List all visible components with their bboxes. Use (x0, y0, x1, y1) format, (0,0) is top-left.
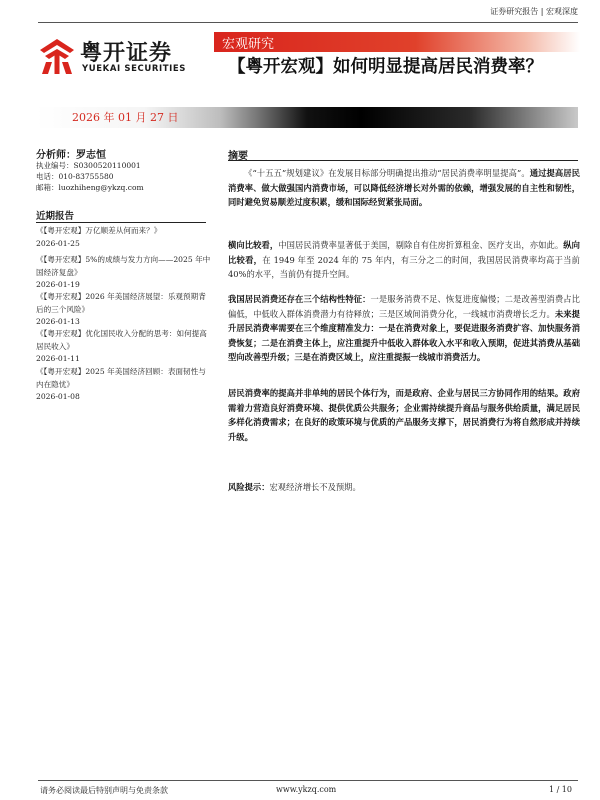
abstract-divider (228, 160, 578, 161)
footer-divider (38, 780, 578, 781)
abstract-p4-bold: 居民消费率的提高并非单纯的居民个体行为，而是政府、企业与居民三方协同作用的结果。政府需着力营造良好消费环境、提供优质公共服务；企业需持续提升商品与服务供给质量，满足居民多样化消费需求；在良好的政策环境与优质的产品服务支撑下，居民消费行为将自然形成并持续升级。 (228, 388, 580, 442)
footer-website[interactable]: www.ykzq.com (276, 785, 337, 794)
abstract-paragraph-2 (228, 238, 580, 282)
abstract-p1-text: 《“十五五”规划建议》在发展目标部分明确提出推动“居民消费率明显提高”。 (244, 168, 530, 178)
risk-text: 宏观经济增长不及预期。 (269, 482, 361, 492)
recent-report-title[interactable]: 《【粤开宏观】5%的成绩与发力方向——2025 年中国经济复盘》 (36, 255, 211, 277)
abstract-p2-bold-2: 纵向比较看， (228, 240, 580, 265)
recent-report-item[interactable] (36, 328, 212, 366)
analyst-email[interactable]: 邮箱：luozhiheng@ykzq.com (36, 183, 144, 192)
abstract-p3-text-1: 一是服务消费不足、恢复进度偏慢；二是改善型消费占比偏低，中低收入群体消费潜力有待释放；三是区域间消费分化，一线城市消费增长乏力。 (228, 294, 580, 319)
recent-reports-heading: 近期报告 (36, 211, 75, 222)
report-title: 【粤开宏观】如何明显提高居民消费率？ (228, 57, 543, 77)
recent-report-title[interactable]: 《【粤开宏观】2026 年美国经济展望：乐观预期背后的三个风险》 (36, 292, 206, 314)
footer-page-number: 1 / 10 (548, 785, 572, 794)
abstract-paragraph-4 (228, 386, 580, 444)
report-type-tag: 证券研究报告 | 宏观深度 (490, 7, 578, 16)
recent-report-date: 2026-01-19 (36, 280, 80, 289)
recent-report-date: 2026-01-11 (36, 354, 80, 363)
abstract-heading: 摘要 (228, 151, 248, 162)
recent-report-date: 2026-01-08 (36, 392, 80, 401)
recent-report-item[interactable] (36, 225, 212, 250)
header-divider (38, 22, 578, 23)
abstract-paragraph-3 (228, 292, 580, 365)
abstract-p2-bold-1: 横向比较看， (228, 240, 279, 250)
yuekai-logo-icon (36, 36, 78, 78)
recent-report-title[interactable]: 《【粤开宏观】万亿顺差从何而来？》 (36, 226, 162, 235)
recent-report-item[interactable] (36, 254, 212, 292)
analyst-phone: 电话：010-83755580 (36, 172, 114, 181)
recent-report-date: 2026-01-13 (36, 317, 80, 326)
category-label: 宏观研究 (222, 37, 275, 52)
recent-report-item[interactable] (36, 291, 212, 329)
recent-reports-divider (36, 222, 206, 223)
footer-disclaimer[interactable]: 请务必阅读最后特别声明与免责条款 (40, 786, 168, 795)
abstract-p2-text-2: 在 1949 年至 2024 年的 75 年内，有三分之二的时间，我国居民消费率均高于当前 40%的水平，当前仍有提升空间。 (228, 254, 580, 279)
logo-english-name: YUEKAI SECURITIES (82, 64, 187, 74)
abstract-p3-bold-1: 我国居民消费还存在三个结构性特征： (228, 294, 371, 304)
abstract-paragraph-1 (228, 166, 580, 210)
recent-report-title[interactable]: 《【粤开宏观】2025 年美国经济回顾：表面韧性与内在隐忧》 (36, 367, 206, 389)
recent-report-title[interactable]: 《【粤开宏观】优化国民收入分配的思考：如何提高居民收入》 (36, 329, 207, 351)
report-date: 2026 年 01 月 27 日 (72, 111, 179, 124)
risk-label: 风险提示： (228, 482, 270, 492)
analyst-name: 分析师：罗志恒 (36, 150, 106, 161)
recent-report-date: 2026-01-25 (36, 238, 80, 248)
abstract-p3-bold-2: 未来提升居民消费率需要在三个维度精准发力：一是在消费对象上，要促进服务消费扩容、加快服务消费恢复；二是在消费主体上，应注重提升中低收入群体收入水平和收入预期，促进其消费从基础型向改善型升级；三是在消费区域上，应注重提振一线城市消费活力。 (228, 308, 580, 362)
abstract-p1-bold: 通过提高居民消费率、做大做强国内消费市场，可以降低经济增长对外需的依赖，增强发展的自主性和韧性，同时避免贸易顺差过度积累，缓和国际经贸紧张局面。 (228, 168, 580, 207)
logo-chinese-name: 粤开证券 (80, 41, 173, 66)
recent-report-item[interactable] (36, 366, 212, 404)
abstract-p2-text-1: 中国居民消费率显著低于美国，剔除自有住房折算租金、医疗支出，亦如此。 (278, 240, 564, 250)
analyst-license: 执业编号：S0300520110001 (36, 161, 141, 170)
risk-warning (228, 480, 580, 495)
